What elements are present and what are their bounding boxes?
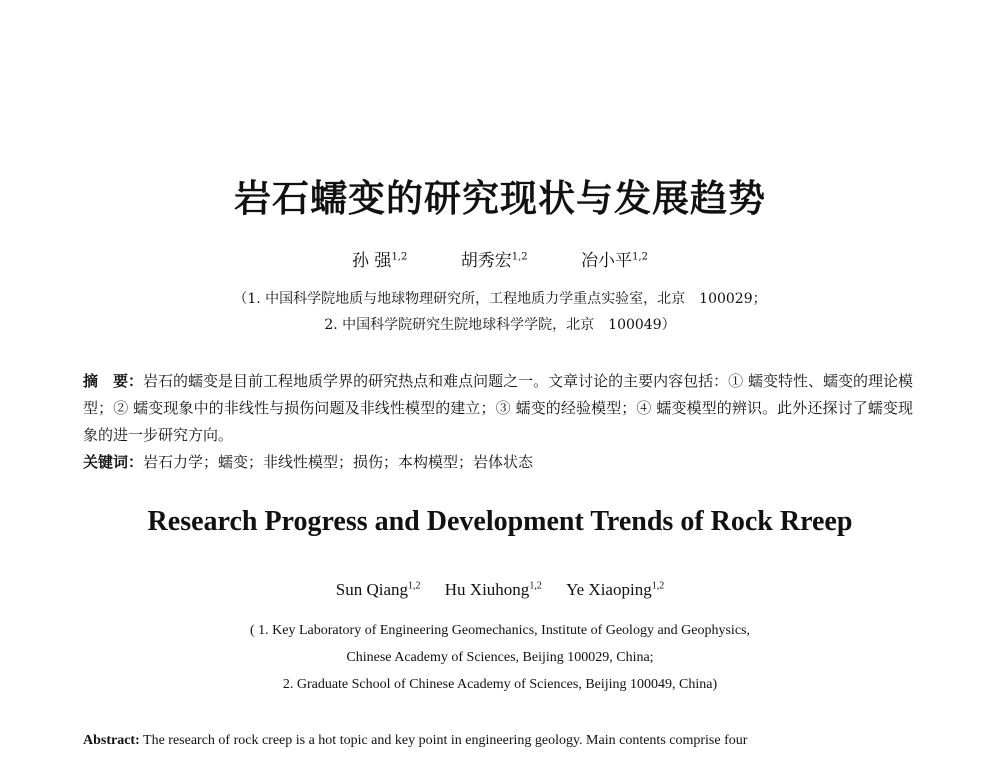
author-en-1: Sun Qiang$^{1,2}$ (335, 580, 421, 599)
abstract-en-text: The research of rock creep is a hot topic and key point in engineering geology. Main contents comprise four (143, 733, 748, 748)
affiliation-en-1: ( 1. Key Laboratory of Engineering Geomechanics, Institute of Geology and Geophysics, (250, 623, 750, 638)
author-zh-3: 冶小平$^{1,2}$ (581, 251, 648, 271)
affiliation-en-2: Chinese Academy of Sciences, Beijing 100029, China; (346, 650, 654, 665)
keywords-zh-text: 岩石力学；蠕变；非线性模型；损伤；本构模型；岩体状态 (143, 453, 534, 471)
keywords-zh-label: 关键词： (83, 453, 144, 471)
affiliation-zh-2: 2. 中国科学院研究生院地球科学学院，北京 100049） (324, 317, 676, 333)
keywords-chinese (83, 451, 533, 472)
title-chinese: 岩石蠕变的研究现状与发展趋势 (234, 176, 766, 220)
abstract-zh-label: 摘 要： (83, 372, 144, 390)
affiliation-en-3: 2. Graduate School of Chinese Academy of Sciences, Beijing 100049, China) (282, 677, 718, 692)
authors-english (0, 580, 1000, 600)
author-zh-1: 孙 强$^{1,2}$ (352, 251, 408, 271)
abstract-en-label: Abstract: (83, 733, 140, 748)
author-en-2: Hu Xiuhong$^{1,2}$ (444, 580, 542, 599)
abstract-english (83, 733, 913, 749)
author-zh-2: 胡秀宏$^{1,2}$ (460, 251, 528, 271)
title-english: Research Progress and Development Trends of Rock Rreep (147, 506, 853, 537)
abstract-zh-text: 岩石的蠕变是目前工程地质学界的研究热点和难点问题之一。文章讨论的主要内容包括：① 蠕变特性、蠕变的理论模型；② 蠕变现象中的非线性与损伤问题及非线性模型的建立；③ 蠕变的经验模型；④ 蠕变模型的辨识。此外还探讨了蠕变现象的进一步研究方向。 (83, 372, 913, 444)
affiliation-zh-1: （1. 中国科学院地质与地球物理研究所，工程地质力学重点实验室，北京 100029； (233, 291, 767, 307)
authors-chinese (0, 246, 1000, 271)
author-en-3: Ye Xiaoping$^{1,2}$ (566, 580, 665, 599)
abstract-chinese (83, 368, 913, 449)
